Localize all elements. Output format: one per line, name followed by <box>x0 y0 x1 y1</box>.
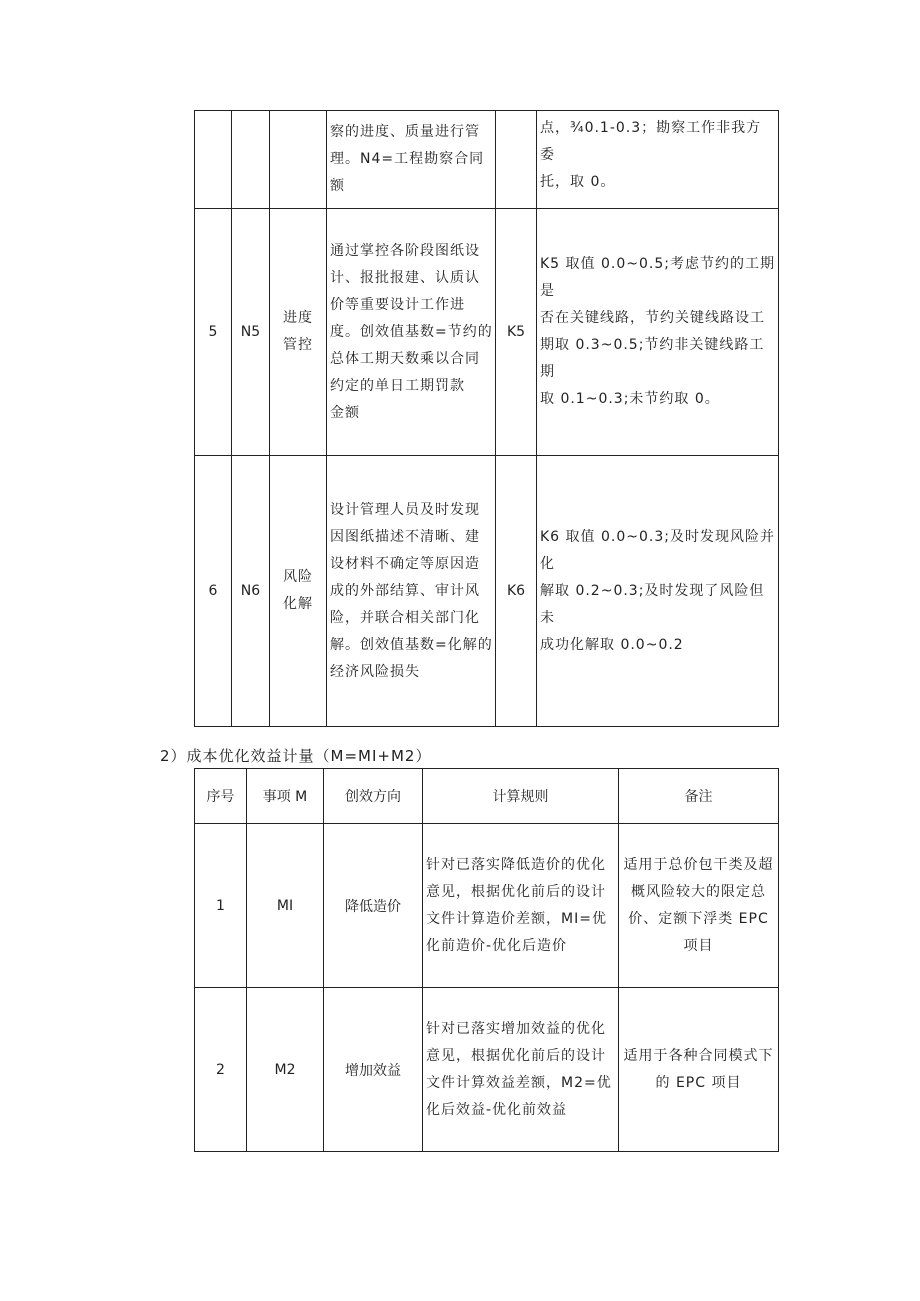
k-rule-line: K5 取值 0.0~0.5;考虑节约的工期是 <box>540 256 775 299</box>
row-item: 风险 化解 <box>270 456 327 727</box>
row-number: 1 <box>195 824 247 988</box>
description-line: 额 <box>330 178 345 194</box>
k-rule-line: K6 取值 0.0~0.3;及时发现风险并化 <box>540 528 775 572</box>
description-line: 金额 <box>330 404 360 421</box>
note-line: 概风险较大的限定总 <box>631 883 766 900</box>
description-line: 经济风险损失 <box>330 663 420 680</box>
rule-line: 文件计算造价差额，MI=优 <box>426 910 607 927</box>
row-code: N5 <box>232 209 270 456</box>
row-k-rule <box>537 209 779 456</box>
k-rule-line: 托，取 0。 <box>540 174 616 190</box>
row-rule <box>423 824 619 988</box>
description-line: 因图纸描述不清晰、建 <box>330 528 480 545</box>
row-number <box>195 111 232 209</box>
section-title: 2）成本优化效益计量（M=MI+M2） <box>160 747 432 765</box>
header-number: 序号 <box>195 769 247 824</box>
row-number: 2 <box>195 988 247 1152</box>
rule-line: 化后效益-优化前效益 <box>426 1101 568 1118</box>
description-line: 设材料不确定等原因造 <box>330 555 480 572</box>
rule-line: 意见，根据优化前后的设计 <box>426 883 606 900</box>
cost-optimization-table <box>194 768 779 1152</box>
k-rule-line: 期取 0.3~0.5;节约非关键线路工期 <box>540 337 765 380</box>
description-line: 通过掌控各阶段图纸设 <box>330 242 480 259</box>
table-row <box>195 824 779 988</box>
note-line: 价、定额下浮类 EPC <box>628 910 769 927</box>
table-row <box>195 456 779 727</box>
description-line: 理。N4=工程勘察合同 <box>330 151 485 167</box>
description-line: 计、报批报建、认质认 <box>330 269 480 286</box>
description-line: 险，并联合相关部门化 <box>330 609 480 626</box>
rule-line: 针对已落实降低造价的优化 <box>426 856 606 873</box>
rule-line: 针对已落实增加效益的优化 <box>426 1020 606 1037</box>
row-k <box>496 111 537 209</box>
row-description <box>327 111 496 209</box>
row-direction: 增加效益 <box>324 988 423 1152</box>
row-number: 6 <box>195 456 232 727</box>
header-rule: 计算规则 <box>423 769 619 824</box>
rule-line: 文件计算效益差额，M2=优 <box>426 1074 612 1091</box>
row-note <box>619 824 779 988</box>
note-line: 适用于各种合同模式下 <box>623 1047 774 1064</box>
row-item: MI <box>247 824 324 988</box>
criteria-table <box>194 110 779 727</box>
table-row <box>195 111 779 209</box>
row-item: M2 <box>247 988 324 1152</box>
row-code: N6 <box>232 456 270 727</box>
rule-line: 意见，根据优化前后的设计 <box>426 1047 606 1064</box>
table-row <box>195 209 779 456</box>
row-item: 进度 管控 <box>270 209 327 456</box>
description-line: 价等重要设计工作进 <box>330 296 465 313</box>
row-number: 5 <box>195 209 232 456</box>
row-rule <box>423 988 619 1152</box>
row-code <box>232 111 270 209</box>
k-rule-line: 解取 0.2~0.3;及时发现了风险但未 <box>540 582 765 626</box>
description-line: 设计管理人员及时发现 <box>330 501 480 518</box>
header-note: 备注 <box>619 769 779 824</box>
k-rule-line: 点，¾0.1-0.3；勘察工作非我方委 <box>540 120 762 163</box>
rule-line: 化前造价-优化后造价 <box>426 937 568 954</box>
row-description <box>327 209 496 456</box>
row-k-rule <box>537 111 779 209</box>
k-rule-line: 否在关键线路，节约关键线路设工 <box>540 310 765 326</box>
description-line: 成的外部结算、审计风 <box>330 582 480 599</box>
k-rule-line: 成功化解取 0.0~0.2 <box>540 636 684 653</box>
k-rule-line: 取 0.1~0.3;未节约取 0。 <box>540 391 720 407</box>
row-description <box>327 456 496 727</box>
note-line: 项目 <box>683 937 714 954</box>
description-line: 总体工期天数乘以合同 <box>330 350 480 367</box>
header-item: 事项 M <box>247 769 324 824</box>
row-note <box>619 988 779 1152</box>
row-k: K6 <box>496 456 537 727</box>
note-line: 的 EPC 项目 <box>655 1074 742 1091</box>
row-k-rule <box>537 456 779 727</box>
table-header-row <box>195 769 779 824</box>
row-direction: 降低造价 <box>324 824 423 988</box>
table-row <box>195 988 779 1152</box>
description-line: 度。创效值基数=节约的 <box>330 323 493 340</box>
row-item <box>270 111 327 209</box>
description-line: 解。创效值基数=化解的 <box>330 636 493 653</box>
note-line: 适用于总价包干类及超 <box>623 856 774 873</box>
description-line: 约定的单日工期罚款 <box>330 377 465 394</box>
row-k: K5 <box>496 209 537 456</box>
header-direction: 创效方向 <box>324 769 423 824</box>
description-line: 察的进度、质量进行管 <box>330 124 480 140</box>
